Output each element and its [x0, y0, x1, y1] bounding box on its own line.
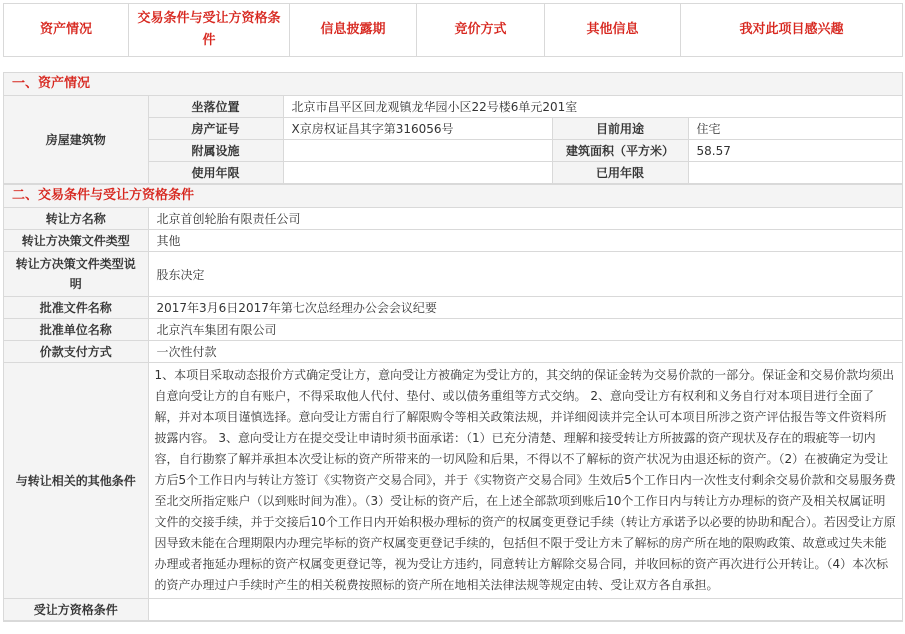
- approval-unit-label: 批准单位名称: [4, 319, 148, 341]
- tab-disclosure-period[interactable]: 信息披露期: [290, 4, 417, 56]
- qualification-value: [148, 599, 902, 621]
- table-row: [4, 599, 902, 621]
- decision-type-value: 其他: [148, 230, 902, 252]
- qualification-label: 受让方资格条件: [4, 599, 148, 621]
- table-row: [4, 341, 902, 363]
- use-label: 目前用途: [552, 118, 688, 140]
- approval-unit-value: 北京汽车集团有限公司: [148, 319, 902, 341]
- table-row: [4, 363, 902, 599]
- table-row: [4, 252, 902, 297]
- table-row: [4, 96, 902, 118]
- tab-bidding-method[interactable]: 竞价方式: [417, 4, 545, 56]
- building-group-label: 房屋建筑物: [4, 96, 148, 184]
- decision-type-label: 转让方决策文件类型: [4, 230, 148, 252]
- tab-bar: [3, 3, 903, 57]
- transferor-name-value: 北京首创轮胎有限责任公司: [148, 208, 902, 230]
- table-row: [4, 230, 902, 252]
- cert-label: 房产证号: [148, 118, 283, 140]
- approval-doc-value: 2017年3月6日2017年第七次总经理办公会会议纪要: [148, 297, 902, 319]
- tab-asset-info[interactable]: 资产情况: [4, 4, 129, 56]
- facility-label: 附属设施: [148, 140, 283, 162]
- section-title-trade-conditions: 二、交易条件与受让方资格条件: [4, 184, 902, 208]
- payment-method-label: 价款支付方式: [4, 341, 148, 363]
- tab-other-info[interactable]: 其他信息: [545, 4, 681, 56]
- location-value: 北京市昌平区回龙观镇龙华园小区22号楼6单元201室: [283, 96, 902, 118]
- approval-doc-label: 批准文件名称: [4, 297, 148, 319]
- facility-value: [283, 140, 552, 162]
- decision-type-note-value: 股东决定: [148, 252, 902, 297]
- table-row: [4, 208, 902, 230]
- cert-value: X京房权证昌其字第316056号: [283, 118, 552, 140]
- table-row: [4, 297, 902, 319]
- area-label: 建筑面积（平方米）: [552, 140, 688, 162]
- tab-trade-conditions[interactable]: 交易条件与受让方资格条件: [129, 4, 290, 56]
- years-label: 使用年限: [148, 162, 283, 184]
- trade-conditions-table: [4, 208, 902, 621]
- location-label: 坐落位置: [148, 96, 283, 118]
- used-years-value: [688, 162, 902, 184]
- transferor-name-label: 转让方名称: [4, 208, 148, 230]
- used-years-label: 已用年限: [552, 162, 688, 184]
- project-detail-panel: [3, 72, 903, 622]
- asset-table: [4, 96, 902, 184]
- area-value: 58.57: [688, 140, 902, 162]
- use-value: 住宅: [688, 118, 902, 140]
- other-conditions-value: 1、本项目采取动态报价方式确定受让方，意向受让方被确定为受让方的，其交纳的保证金转为交易价款的一部分。保证金和交易价款均须出自意向受让方的自有账户，不得采取他人代付、垫付、或以债务重组等方式交纳。 2、意向受让方有权利和义务自行对本项目进行全面了解，并对本项目谨慎选择。意向受让方需自行了解限购令等相关政策法规，并详细阅读并完全认可本项目所涉之资产评估报告等文件资料所披露内容。 3、意向受让方在提交受让申请时须书面承诺：（1）已充分清楚、理解和接受转让方所披露的资产现状及存在的瑕疵等一切内容，自行勘察了解并承担本次受让标的资产所带来的一切风险和后果，不得以不了解标的资产状况为由退还标的资产。（2）在被确定为受让方后5个工作日内与转让方签订《实物资产交易合同》，并于《实物资产交易合同》生效后5个工作日内一次性支付剩余交易价款和交易服务费至北交所指定账户（以到账时间为准）。（3）受让标的资产后，在上述全部款项到账后10个工作日内与转让方办理标的资产及相关权属证明文件的交接手续，并于交接后10个工作日内开始积极办理标的资产的权属变更登记手续（转让方承诺予以必要的协助和配合）。若因受让方原因导致未能在合理期限内办理完毕标的资产权属变更登记手续的，包括但不限于受让方未了解标的房产所在地的限购政策、故意或过失未能办理或者拖延办理标的资产权属变更登记等，视为受让方违约，同意转让方解除交易合同，并收回标的资产再次进行公开转让。（4）本次标的资产办理过户手续时产生的相关税费按照标的资产所在地相关法律法规等规定由转、受让双方各自承担。: [148, 363, 902, 599]
- other-conditions-label: 与转让相关的其他条件: [4, 363, 148, 599]
- section-title-assets: 一、资产情况: [4, 73, 902, 96]
- tab-interested[interactable]: 我对此项目感兴趣: [739, 22, 844, 37]
- table-row: [4, 319, 902, 341]
- decision-type-note-label: 转让方决策文件类型说明: [4, 252, 148, 297]
- payment-method-value: 一次性付款: [148, 341, 902, 363]
- years-value: [283, 162, 552, 184]
